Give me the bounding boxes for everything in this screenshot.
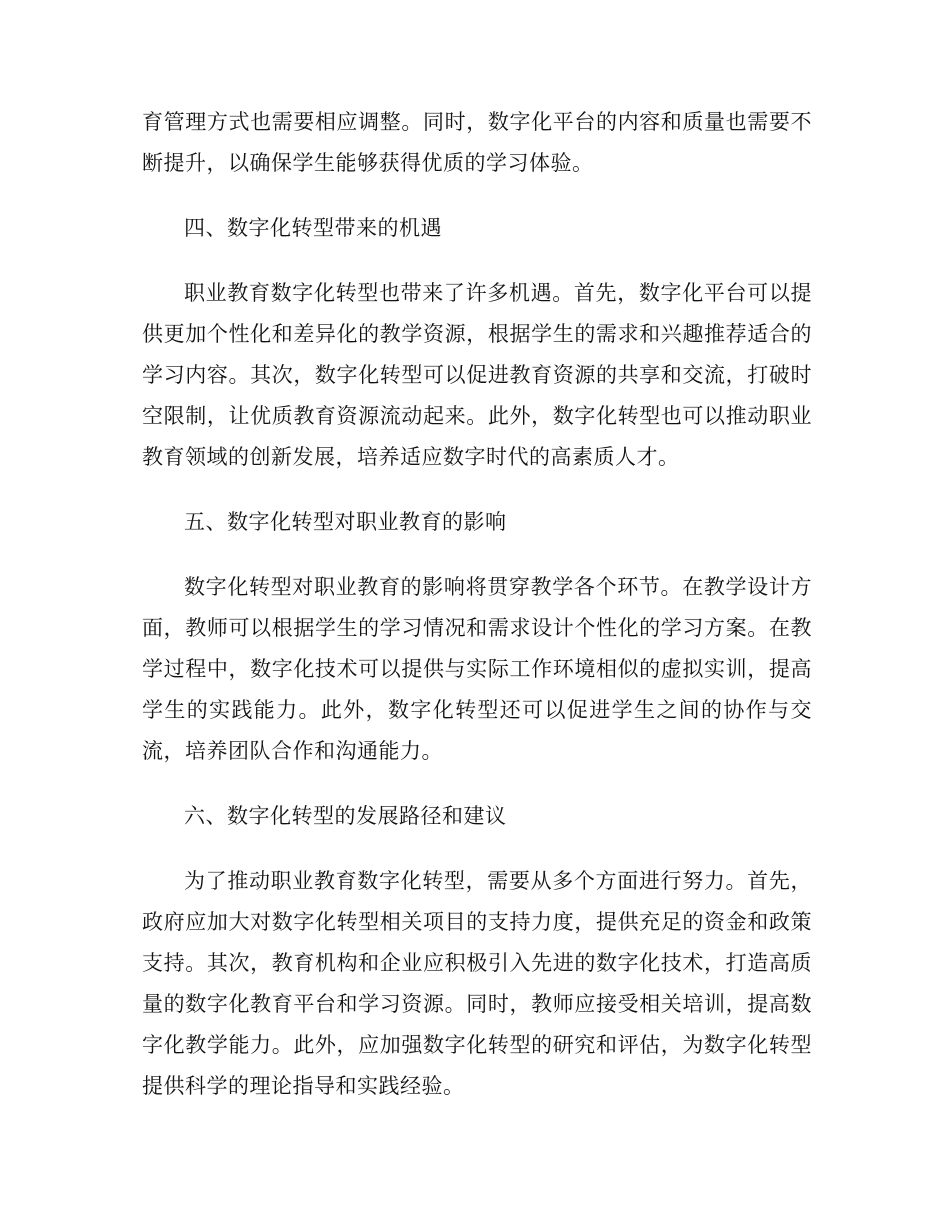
paragraph-recommendations: 为了推动职业教育数字化转型，需要从多个方面进行努力。首先，政府应加大对数字化转型相关项目的支持力度，提供充足的资金和政策支持。其次，教育机构和企业应积极引入先进的数字化技术，打造高质量的数字化教育平台和学习资源。同时，教师应接受相关培训，提高数字化教学能力。此外，应加强数字化转型的研究和评估，为数字化转型提供科学的理论指导和实践经验。 <box>142 869 812 1098</box>
section-heading-5: 五、数字化转型对职业教育的影响 <box>184 510 507 534</box>
section-heading-4: 四、数字化转型带来的机遇 <box>184 216 442 240</box>
document-body <box>142 102 812 1131</box>
paragraph-opportunities: 职业教育数字化转型也带来了许多机遇。首先，数字化平台可以提供更加个性化和差异化的教学资源，根据学生的需求和兴趣推荐适合的学习内容。其次，数字化转型可以促进教育资源的共享和交流，打破时空限制，让优质教育资源流动起来。此外，数字化转型也可以推动职业教育领域的创新发展，培养适应数字时代的高素质人才。 <box>142 281 812 469</box>
paragraph-impact: 数字化转型对职业教育的影响将贯穿教学各个环节。在教学设计方面，教师可以根据学生的学习情况和需求设计个性化的学习方案。在教学过程中，数字化技术可以提供与实际工作环境相似的虚拟实训，提高学生的实践能力。此外，数字化转型还可以促进学生之间的协作与交流，培养团队合作和沟通能力。 <box>142 575 812 763</box>
paragraph-continuation: 育管理方式也需要相应调整。同时，数字化平台的内容和质量也需要不断提升，以确保学生能够获得优质的学习体验。 <box>142 110 812 175</box>
section-heading-6: 六、数字化转型的发展路径和建议 <box>184 804 507 828</box>
